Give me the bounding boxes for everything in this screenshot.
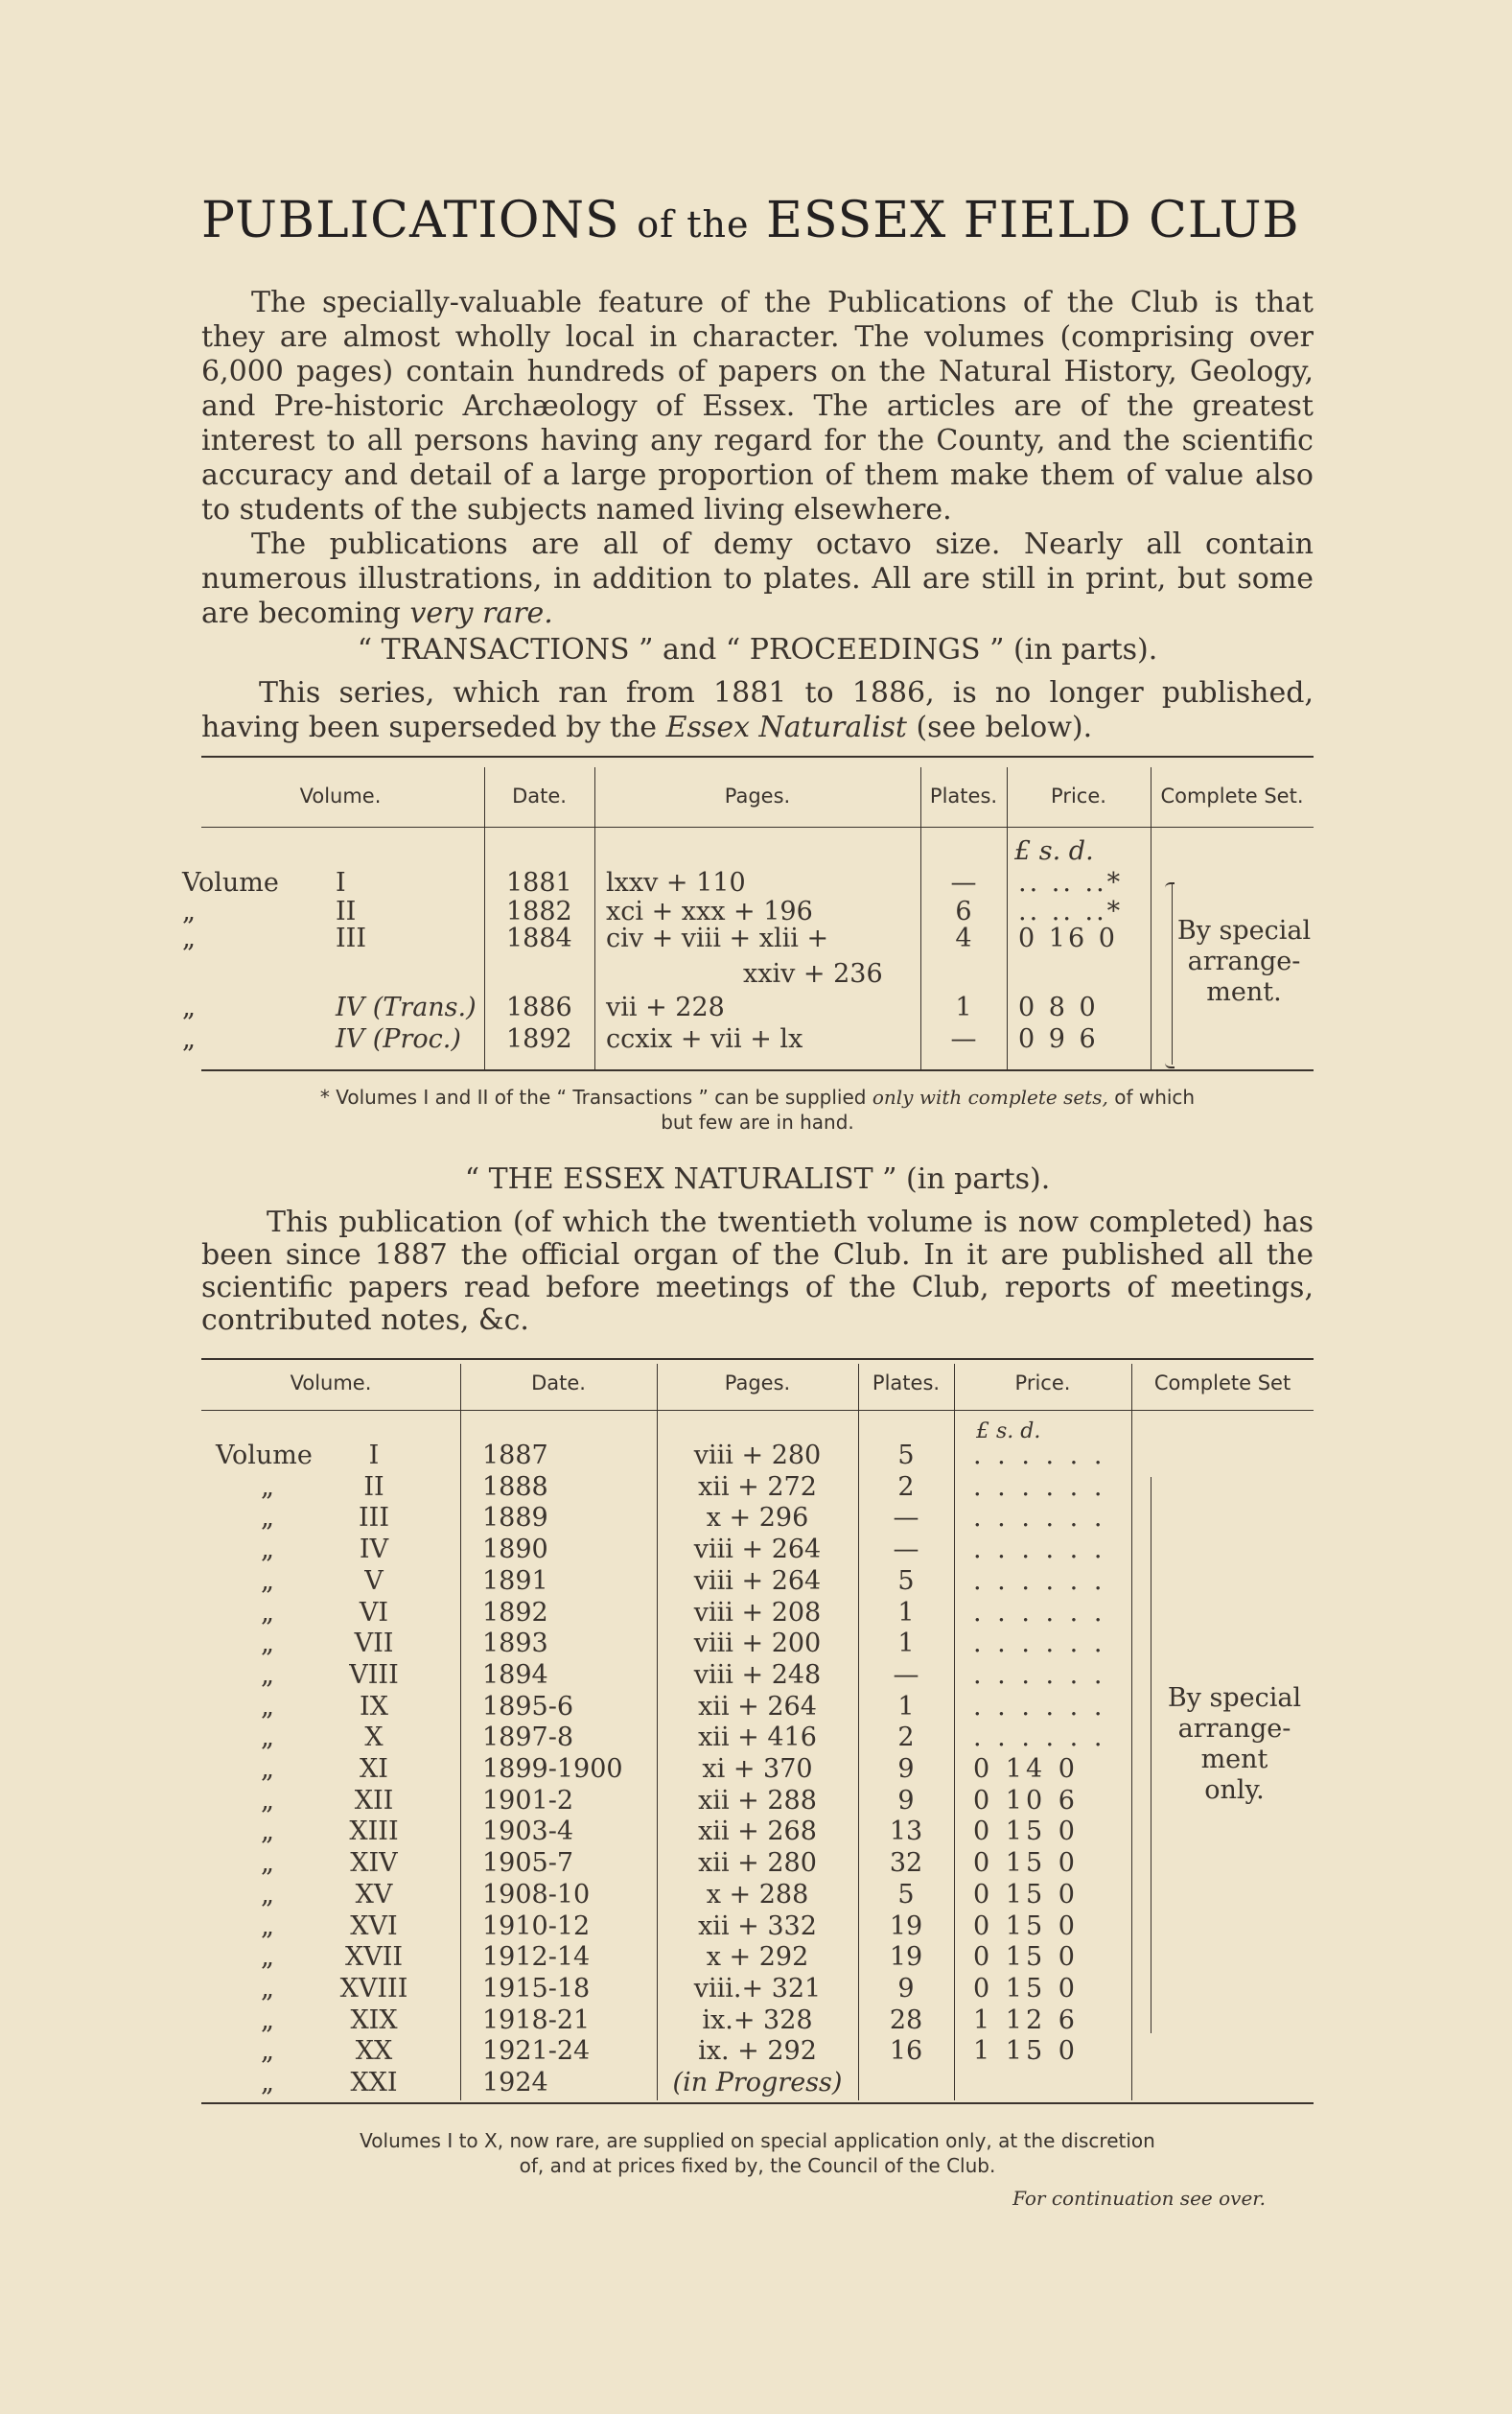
row-plates: 2 — [897, 1472, 915, 1502]
row-plates: 5 — [897, 1441, 915, 1470]
table1-col-divider — [484, 767, 485, 1069]
footnote-text: * Volumes I and II of the “ Transactions ” can be supplied — [319, 1086, 867, 1109]
row-prefix: „ — [182, 897, 196, 926]
row-price: .. .. ..* — [1018, 897, 1124, 926]
transactions-paragraph — [201, 676, 1314, 745]
row-volume: I — [368, 1441, 380, 1470]
table1-complete-set-line: arrange- — [1187, 947, 1301, 976]
row-volume: III — [359, 1503, 389, 1533]
row-price: 0 15 0 — [973, 1974, 1079, 2004]
row-volume: V — [364, 1566, 384, 1596]
row-pages: viii + 264 — [693, 1535, 822, 1564]
row-prefix: „ — [261, 1629, 274, 1658]
row-plates: 16 — [889, 2036, 923, 2066]
row-plates: 6 — [955, 897, 972, 926]
table1-complete-set-line: By special — [1176, 916, 1312, 946]
table2-col-divider — [1131, 1364, 1132, 2100]
row-prefix: „ — [261, 1754, 274, 1784]
row-volume: IX — [360, 1692, 388, 1722]
row-volume: VII — [354, 1629, 394, 1658]
transactions-footnote — [201, 1086, 1314, 1109]
row-plates: 1 — [897, 1692, 915, 1722]
table2-complete-set-line: By special — [1167, 1683, 1302, 1713]
row-date: 1924 — [482, 2068, 548, 2098]
row-pages: xii + 332 — [698, 1911, 817, 1941]
row-volume: XXI — [350, 2068, 398, 2098]
row-date: 1893 — [482, 1629, 548, 1658]
row-price: . . . . . . — [973, 1723, 1106, 1752]
row-date: 1921-24 — [482, 2036, 591, 2066]
row-date: 1901-2 — [482, 1786, 574, 1816]
table2-complete-set-line: ment — [1200, 1745, 1268, 1774]
row-date: 1918-21 — [482, 2005, 591, 2035]
row-date: 1908-10 — [482, 1880, 591, 1910]
table2-header-rule — [201, 1410, 1314, 1411]
row-date: 1890 — [482, 1535, 548, 1564]
row-date: 1882 — [506, 897, 572, 926]
table1-col-divider — [920, 767, 921, 1069]
row-volume: IV (Proc.) — [336, 1024, 461, 1054]
row-plates: — — [950, 868, 977, 898]
table2-col-divider — [954, 1364, 955, 2100]
row-price: .. .. ..* — [1018, 868, 1124, 898]
row-date: 1894 — [482, 1660, 548, 1690]
row-volume: XIV — [350, 1848, 398, 1878]
table2-currency-label: £ s. d. — [976, 1419, 1041, 1443]
row-date: 1915-18 — [482, 1974, 591, 2004]
row-volume: X — [364, 1723, 384, 1752]
row-pages: x + 296 — [706, 1503, 809, 1533]
row-pages: xxiv + 236 — [743, 959, 883, 989]
row-pages: x + 292 — [706, 1942, 809, 1972]
row-prefix: „ — [261, 1566, 274, 1596]
row-pages: xi + 370 — [702, 1754, 813, 1784]
row-prefix: „ — [261, 1660, 274, 1690]
row-prefix: „ — [182, 1024, 196, 1054]
row-pages: viii + 264 — [693, 1566, 822, 1596]
row-price: 0 14 0 — [973, 1754, 1079, 1784]
row-prefix: „ — [261, 1911, 274, 1941]
row-pages: viii + 248 — [693, 1660, 822, 1690]
transactions-footnote-line-2: but few are in hand. — [661, 1111, 854, 1134]
table1-header-rule — [201, 827, 1314, 828]
row-pages: ix. + 292 — [698, 2036, 817, 2066]
intro-paragraph-1: The specially-valuable feature of the Publications of the Club is that they are almost wholly local in character. The volumes (comprising over 6,000 pages) contain hundreds of papers on the Natural History, Geology, and Pre-historic Archæology of Essex. The articles are of the greatest interest to all persons having any regard for the County, and the scientific accuracy and detail of a large proportion of them make them of value also to students of the subjects named living elsewhere. — [201, 286, 1314, 527]
row-price: . . . . . . — [973, 1535, 1106, 1564]
row-volume: XI — [360, 1754, 388, 1784]
row-pages: ccxix + vii + lx — [606, 1024, 803, 1054]
row-plates: 13 — [889, 1816, 923, 1846]
row-pages: viii + 280 — [693, 1441, 822, 1470]
row-price: 0 16 0 — [1018, 924, 1118, 953]
table1-header-volume: Volume. — [299, 785, 382, 808]
row-price: 0 8 0 — [1018, 993, 1099, 1022]
row-plates: — — [893, 1503, 919, 1533]
row-volume: XVIII — [339, 1974, 408, 2004]
row-plates: — — [893, 1535, 919, 1564]
title-part-1: PUBLICATIONS — [201, 192, 620, 249]
transactions-paragraph-text: This series, which ran from 1881 to 1886, is no longer published, having been superseded by the — [201, 676, 1314, 744]
row-pages: xii + 272 — [698, 1472, 817, 1502]
row-date: 1886 — [506, 993, 572, 1022]
row-date: 1910-12 — [482, 1911, 591, 1941]
row-plates: 9 — [897, 1974, 915, 2004]
table1-top-rule — [201, 756, 1314, 758]
table1-complete-set-note — [1175, 916, 1314, 1008]
row-plates: 19 — [889, 1942, 923, 1972]
row-prefix: „ — [261, 1974, 274, 2004]
row-price: 0 15 0 — [973, 1848, 1079, 1878]
row-pages: civ + viii + xlii + — [606, 924, 829, 953]
row-volume: VI — [359, 1598, 389, 1628]
row-pages: lxxv + 110 — [606, 868, 746, 898]
intro-paragraph-2-text: The publications are all of demy octavo size. Nearly all contain numerous illustrations, in addition to plates. All are still in print, but some are becoming — [201, 527, 1314, 630]
row-volume: XVI — [350, 1911, 398, 1941]
table1-header-pages: Pages. — [724, 785, 791, 808]
row-prefix: „ — [261, 1786, 274, 1816]
row-price: 0 15 0 — [973, 1942, 1079, 1972]
row-date: 1891 — [482, 1566, 548, 1596]
row-date: 1912-14 — [482, 1942, 591, 1972]
row-prefix: „ — [261, 1723, 274, 1752]
table2-header-pages: Pages. — [724, 1371, 791, 1394]
table2-col-divider — [858, 1364, 859, 2100]
intro-paragraph-2 — [201, 527, 1314, 631]
table1-col-divider — [594, 767, 595, 1069]
row-plates: — — [950, 1024, 977, 1054]
table2-bottom-rule — [201, 2102, 1314, 2104]
table1-currency-label: £ s. d. — [1014, 836, 1094, 866]
table1-brace — [1165, 882, 1175, 1068]
row-date: 1892 — [482, 1598, 548, 1628]
row-prefix: „ — [261, 1942, 274, 1972]
table2-complete-set-line: arrange- — [1177, 1714, 1291, 1744]
row-date: 1892 — [506, 1024, 572, 1054]
row-plates: 5 — [897, 1566, 915, 1596]
transactions-paragraph-emphasis: Essex Naturalist — [665, 711, 907, 744]
naturalist-heading: “ THE ESSEX NATURALIST ” (in parts). — [464, 1162, 1051, 1196]
row-volume: I — [336, 868, 346, 898]
row-date: 1889 — [482, 1503, 548, 1533]
row-price: . . . . . . — [973, 1566, 1106, 1596]
row-pages: x + 288 — [706, 1880, 809, 1910]
row-prefix: „ — [261, 1503, 274, 1533]
intro-paragraph-2-emphasis: very rare. — [409, 597, 553, 630]
row-prefix: „ — [261, 2005, 274, 2035]
row-volume: XV — [355, 1880, 393, 1910]
row-plates: 9 — [897, 1754, 915, 1784]
row-date: 1895-6 — [482, 1692, 574, 1722]
table2-header-volume: Volume. — [290, 1371, 372, 1394]
row-prefix: „ — [261, 1598, 274, 1628]
row-price: . . . . . . — [973, 1629, 1106, 1658]
row-plates: 19 — [889, 1911, 923, 1941]
row-date: 1884 — [506, 924, 572, 953]
row-volume: VIII — [349, 1660, 399, 1690]
row-plates: — — [893, 1660, 919, 1690]
table2-header-price: Price. — [1014, 1371, 1071, 1394]
row-price: . . . . . . — [973, 1598, 1106, 1628]
row-price: . . . . . . — [973, 1472, 1106, 1502]
table1-complete-set-line: ment. — [1206, 977, 1282, 1007]
row-price: 0 15 0 — [973, 1911, 1079, 1941]
title-part-3: ESSEX FIELD CLUB — [766, 192, 1300, 249]
row-date: 1881 — [506, 868, 572, 898]
title-part-2: of the — [637, 203, 750, 246]
row-plates: 5 — [897, 1880, 915, 1910]
transactions-heading: “ TRANSACTIONS ” and “ PROCEEDINGS ” (in parts). — [357, 633, 1158, 667]
table2-col-divider — [657, 1364, 658, 2100]
page-title — [201, 192, 1314, 249]
row-pages: xii + 268 — [698, 1816, 817, 1846]
table1-header-price: Price. — [1051, 785, 1106, 808]
row-pages: xii + 416 — [698, 1723, 817, 1752]
table1-col-divider — [1007, 767, 1008, 1069]
row-prefix: „ — [261, 1848, 274, 1878]
naturalist-paragraph: This publication (of which the twentieth volume is now completed) has been since 1887 the official organ of the Club. In it are published all the scientific papers read before meetings of the Club, reports of meetings, contributed notes, &c. — [201, 1206, 1314, 1337]
row-pages: xii + 264 — [698, 1692, 817, 1722]
row-date: 1903-4 — [482, 1816, 574, 1846]
footnote-emphasis: only with complete sets, — [872, 1086, 1108, 1109]
table1-header-plates: Plates. — [929, 785, 998, 808]
row-prefix: „ — [261, 2068, 274, 2098]
row-pages: xii + 288 — [698, 1786, 817, 1816]
row-price: . . . . . . — [973, 1660, 1106, 1690]
row-volume: III — [336, 924, 366, 953]
row-prefix: „ — [261, 1692, 274, 1722]
row-price: . . . . . . — [973, 1441, 1106, 1470]
row-prefix: „ — [261, 1535, 274, 1564]
row-pages: xii + 280 — [698, 1848, 817, 1878]
row-prefix: Volume — [216, 1441, 313, 1470]
row-price: . . . . . . — [973, 1503, 1106, 1533]
table2-header-date: Date. — [531, 1371, 586, 1394]
row-price: 1 15 0 — [973, 2036, 1079, 2066]
row-plates: 2 — [897, 1723, 915, 1752]
row-volume: IV — [359, 1535, 389, 1564]
row-plates: 32 — [889, 1848, 923, 1878]
table2-header-complete-set: Complete Set — [1153, 1371, 1291, 1394]
row-pages: ix.+ 328 — [702, 2005, 813, 2035]
row-price: . . . . . . — [973, 1692, 1106, 1722]
row-prefix: „ — [261, 2036, 274, 2066]
row-price: 0 15 0 — [973, 1816, 1079, 1846]
row-pages: vii + 228 — [606, 993, 725, 1022]
row-price: 0 10 6 — [973, 1786, 1079, 1816]
naturalist-footnote-line-1: Volumes I to X, now rare, are supplied on special application only, at the discretion — [360, 2129, 1155, 2152]
row-prefix: Volume — [182, 868, 279, 898]
row-volume: XVII — [344, 1942, 404, 1972]
row-prefix: „ — [182, 993, 196, 1022]
row-volume: II — [336, 897, 357, 926]
row-prefix: „ — [261, 1472, 274, 1502]
row-plates: 9 — [897, 1786, 915, 1816]
row-volume: XIII — [349, 1816, 399, 1846]
row-pages: viii + 208 — [693, 1598, 822, 1628]
row-pages: xci + xxx + 196 — [606, 897, 813, 926]
row-prefix: „ — [261, 1816, 274, 1846]
row-plates: 1 — [897, 1629, 915, 1658]
row-date: 1888 — [482, 1472, 548, 1502]
row-plates: 28 — [889, 2005, 923, 2035]
continuation-note: For continuation see over. — [1012, 2187, 1266, 2210]
row-price: 1 12 6 — [973, 2005, 1079, 2035]
table2-col-divider — [460, 1364, 461, 2100]
row-prefix: „ — [182, 924, 196, 953]
row-volume: XII — [354, 1786, 394, 1816]
table1-brace-line — [1172, 882, 1173, 1065]
table1-bottom-rule — [201, 1069, 1314, 1071]
row-date: 1887 — [482, 1441, 548, 1470]
row-price: 0 15 0 — [973, 1880, 1079, 1910]
row-volume: XX — [355, 2036, 393, 2066]
row-date: 1905-7 — [482, 1848, 574, 1878]
row-pages: viii + 200 — [693, 1629, 822, 1658]
row-pages: (in Progress) — [672, 2068, 843, 2098]
row-pages: viii.+ 321 — [693, 1974, 822, 2004]
row-volume: II — [363, 1472, 384, 1502]
footnote-text: of which — [1114, 1086, 1196, 1109]
row-plates: 4 — [955, 924, 972, 953]
table2-top-rule — [201, 1358, 1314, 1360]
row-date: 1897-8 — [482, 1723, 574, 1752]
table2-header-plates: Plates. — [872, 1371, 941, 1394]
row-volume: XIX — [350, 2005, 398, 2035]
row-price: 0 9 6 — [1018, 1024, 1099, 1054]
table2-complete-set-note — [1155, 1683, 1314, 1806]
row-date: 1899-1900 — [482, 1754, 623, 1784]
row-plates: 1 — [955, 993, 972, 1022]
naturalist-footnote-line-2: of, and at prices fixed by, the Council of the Club. — [519, 2154, 996, 2177]
table2-complete-set-line: only. — [1204, 1775, 1265, 1805]
transactions-paragraph-end: (see below). — [916, 711, 1093, 744]
row-prefix: „ — [261, 1880, 274, 1910]
row-plates: 1 — [897, 1598, 915, 1628]
table1-header-date: Date. — [512, 785, 567, 808]
table1-header-complete-set: Complete Set. — [1160, 785, 1304, 808]
row-volume: IV (Trans.) — [336, 993, 477, 1022]
